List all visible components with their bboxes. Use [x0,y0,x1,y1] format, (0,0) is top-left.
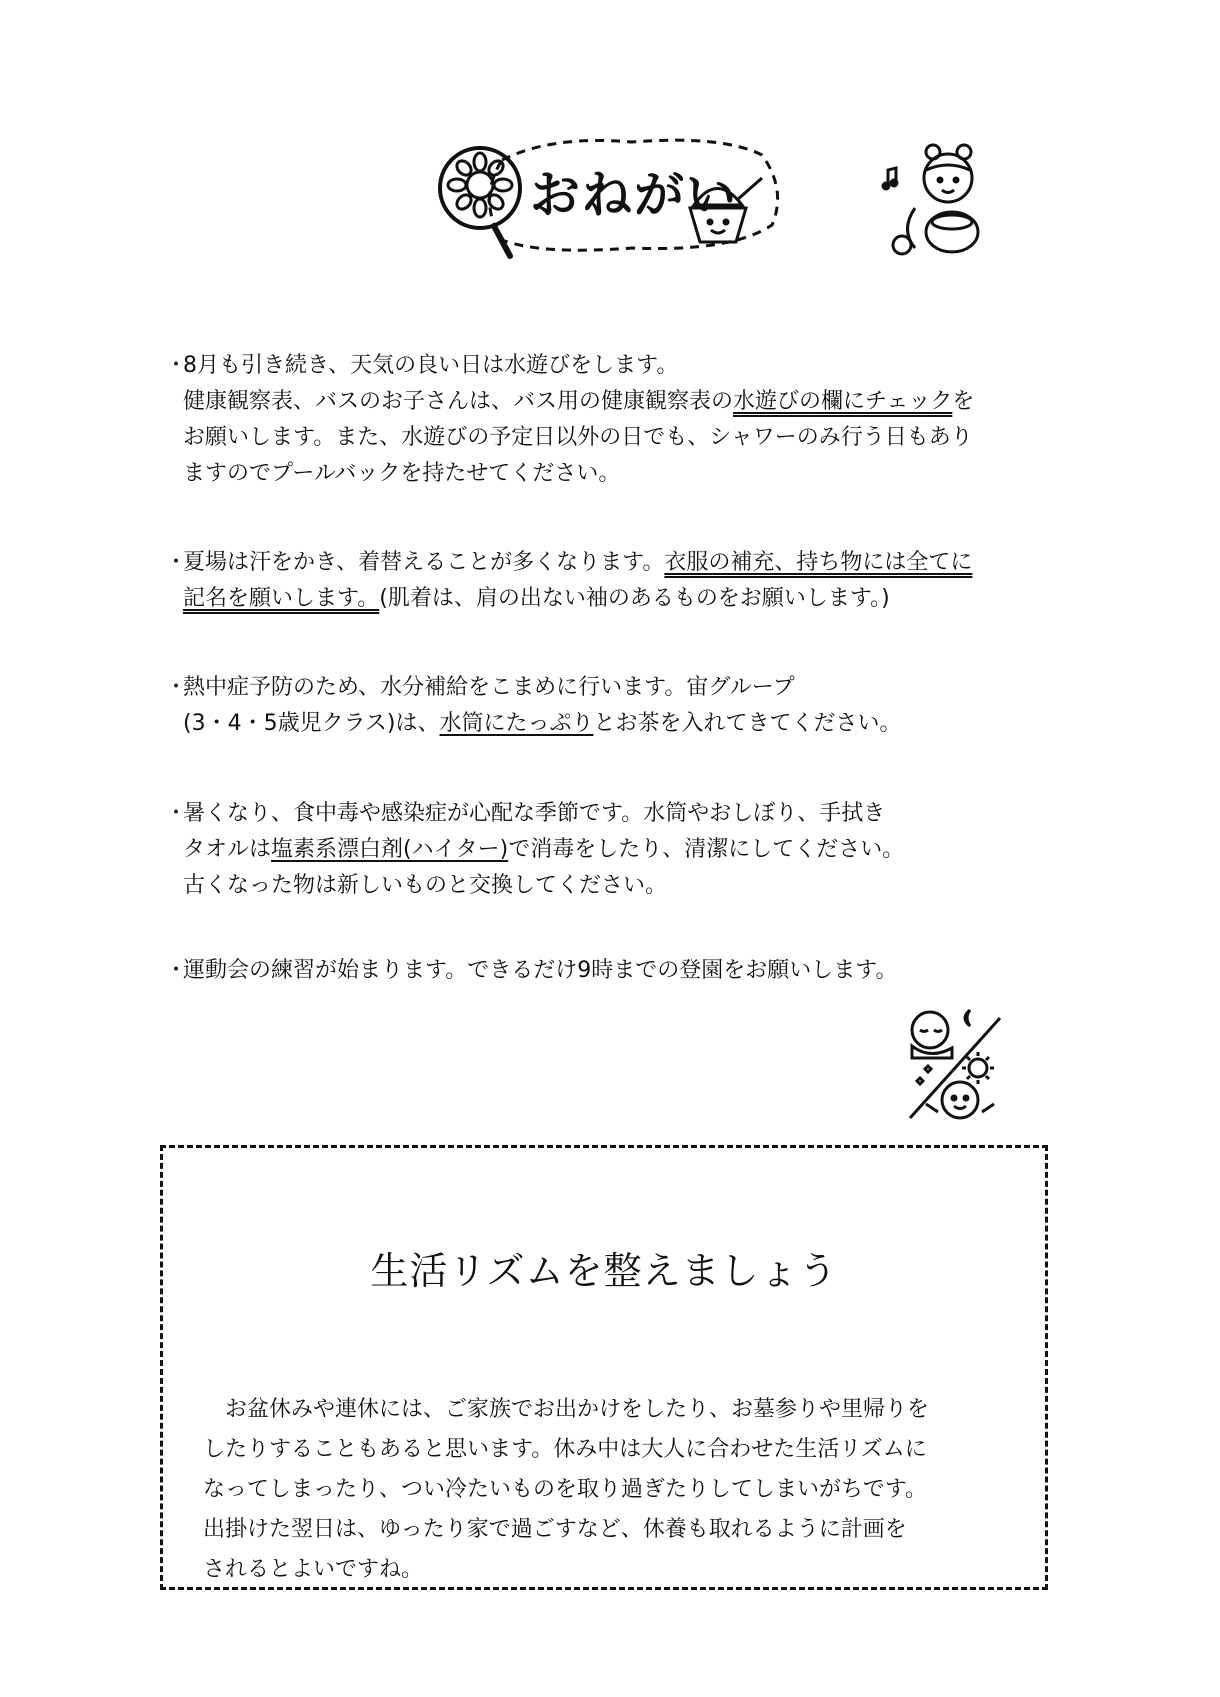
rhythm-body [203,1390,1023,1590]
rhythm-title: 生活リズムを整えましょう [370,1249,838,1293]
notice-line [183,706,902,742]
notice-text: 夏場は汗をかき、着替えることが多くなります。 [183,550,665,575]
underlined-text: 水筒にたっぷり [439,711,594,736]
notice-text: 古くなった物は新しいものと交換してください。 [183,873,668,898]
underlined-text: 記名を願いします。 [183,586,380,611]
notice-line [183,420,974,456]
rhythm-line: 出掛けた翌日は、ゆったり家で過ごすなど、休養も取れるように計画を [203,1517,907,1542]
notice-line [183,348,974,384]
notice-text: ますのでプールバックを持たせてください。 [183,461,621,486]
notice-text: 運動会の練習が始まります。できるだけ9時までの登園をお願いします。 [183,958,898,983]
notice-line [183,670,902,706]
rhythm-line: したりすることもあると思います。休み中は大人に合わせた生活リズムに [203,1437,927,1462]
notice-text: 健康観察表、バスのお子さんは、バス用の健康観察表の [183,389,734,414]
notice-text: 暑くなり、食中毒や感染症が心配な季節です。水筒やおしぼり、手拭き [183,801,886,826]
child-playing-drum-icon [880,140,1000,260]
rhythm-line: なってしまったり、つい冷たいものを取り過ぎたりしてしまいがちです。 [203,1477,928,1502]
notice-line [183,832,904,868]
underlined-text: 水遊びの欄にチェック [733,389,953,414]
uchiwa-sunflower-icon [440,148,520,256]
notice-item [165,670,902,742]
bullet-mark: ・ [165,958,188,983]
notice-line [183,868,904,904]
notice-item [165,953,897,989]
bullet-mark: ・ [165,675,188,700]
notice-text: とお茶を入れてきてください。 [593,711,902,736]
bullet-mark: ・ [165,550,188,575]
notice-item [165,796,904,904]
notice-text: タオルは [183,837,272,862]
notice-line [183,581,972,617]
notice-line [183,384,974,420]
notice-line [183,545,972,581]
notice-line [183,796,904,832]
notice-item [165,545,972,617]
sleeping-and-waking-child-icon [890,1000,1010,1130]
notice-text: お願いします。また、水遊びの予定日以外の日でも、シャワーのみ行う日もあり [183,425,973,450]
notice-line [183,953,897,989]
notice-text: を [952,389,975,414]
notice-line [183,456,974,492]
notice-text: (3・4・5歳児クラス)は、 [183,711,440,736]
notice-text: 熱中症予防のため、水分補給をこまめに行います。宙グループ [183,675,795,700]
notice-text: で消毒をしたり、清潔にしてください。 [508,837,905,862]
notice-item [165,348,974,492]
page-title: おねがい [530,166,738,224]
rhythm-line: お盆休みや連休には、ご家族でお出かけをしたり、お墓参りや里帰りを [203,1397,930,1422]
bullet-mark: ・ [165,353,188,378]
bullet-mark: ・ [165,801,188,826]
underlined-text: 衣服の補充、持ち物には全てに [664,550,973,575]
underlined-text: 塩素系漂白剤(ハイター) [271,837,509,862]
rhythm-section [160,1145,1048,1590]
notice-text: (肌着は、肩の出ない袖のあるものをお願いします。) [379,586,890,611]
notice-text: 8月も引き続き、天気の良い日は水遊びをします。 [183,353,679,378]
rhythm-line: されるとよいですね。 [203,1557,424,1582]
